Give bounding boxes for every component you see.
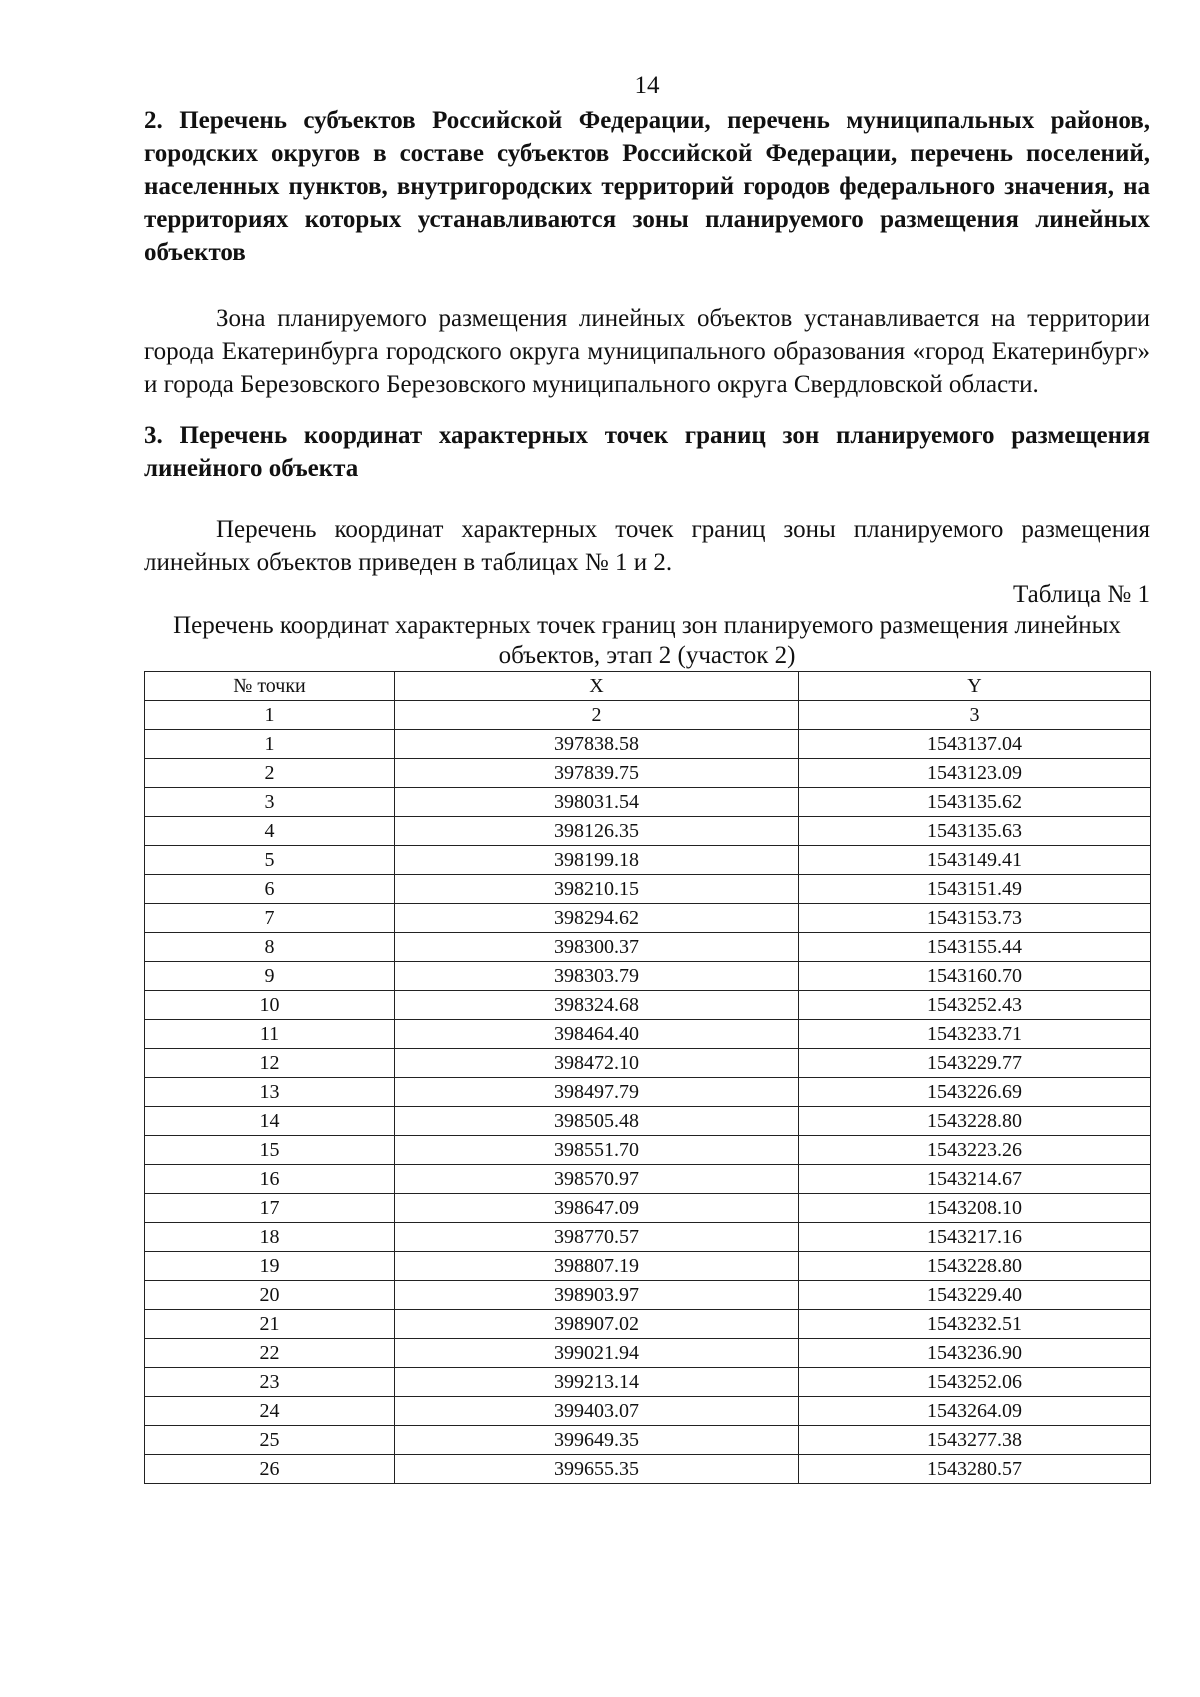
section-3-heading: 3. Перечень координат характерных точек границ зон планируемого размещения линейного объекта [144, 422, 1150, 482]
coordinates-table [144, 671, 1151, 1484]
cell-point-number: 20 [145, 1281, 395, 1310]
cell-x: 398031.54 [395, 788, 799, 817]
cell-x: 399213.14 [395, 1368, 799, 1397]
cell-x: 398570.97 [395, 1165, 799, 1194]
cell-x: 398126.35 [395, 817, 799, 846]
table-row [145, 1252, 1151, 1281]
column-number: 2 [395, 701, 799, 730]
cell-x: 398907.02 [395, 1310, 799, 1339]
table-caption: Перечень координат характерных точек границ зон планируемого размещения линейных объектов, этап 2 (участок 2) [173, 612, 1121, 669]
cell-x: 398210.15 [395, 875, 799, 904]
cell-point-number: 5 [145, 846, 395, 875]
cell-y: 1543252.06 [799, 1368, 1151, 1397]
cell-y: 1543228.80 [799, 1252, 1151, 1281]
cell-y: 1543135.63 [799, 817, 1151, 846]
section-2-heading: 2. Перечень субъектов Российской Федерации, перечень муниципальных районов, городских округов в составе субъектов Российской Федерации, перечень поселений, населенных пунктов, внутригородских территорий городов федерального значения, на территориях которых устанавливаются зоны планируемого размещения линейных объектов [144, 107, 1150, 266]
cell-point-number: 15 [145, 1136, 395, 1165]
page-number: 14 [634, 72, 660, 99]
table-row [145, 1426, 1151, 1455]
cell-x: 398294.62 [395, 904, 799, 933]
table-row [145, 1397, 1151, 1426]
table-row [145, 991, 1151, 1020]
cell-x: 398464.40 [395, 1020, 799, 1049]
table-row [145, 730, 1151, 759]
table-row [145, 1281, 1151, 1310]
table-row [145, 846, 1151, 875]
cell-y: 1543280.57 [799, 1455, 1151, 1484]
table-row [145, 962, 1151, 991]
cell-y: 1543214.67 [799, 1165, 1151, 1194]
cell-point-number: 21 [145, 1310, 395, 1339]
cell-x: 397838.58 [395, 730, 799, 759]
page-content [144, 70, 1150, 1484]
cell-x: 397839.75 [395, 759, 799, 788]
cell-y: 1543229.40 [799, 1281, 1151, 1310]
cell-point-number: 24 [145, 1397, 395, 1426]
cell-point-number: 22 [145, 1339, 395, 1368]
table-row [145, 817, 1151, 846]
cell-x: 398472.10 [395, 1049, 799, 1078]
cell-x: 399655.35 [395, 1455, 799, 1484]
cell-y: 1543135.62 [799, 788, 1151, 817]
cell-y: 1543264.09 [799, 1397, 1151, 1426]
table-row [145, 1136, 1151, 1165]
table-header-row [145, 672, 1151, 701]
cell-point-number: 1 [145, 730, 395, 759]
table-row [145, 1020, 1151, 1049]
cell-y: 1543151.49 [799, 875, 1151, 904]
cell-x: 399649.35 [395, 1426, 799, 1455]
table-row [145, 933, 1151, 962]
section-2-paragraph: Зона планируемого размещения линейных объектов устанавливается на территории города Екатеринбурга городского округа муниципального образования «город Екатеринбург» и города Березовского Березовского муниципального округа Свердловской области. [144, 305, 1150, 398]
cell-x: 398324.68 [395, 991, 799, 1020]
table-row [145, 1107, 1151, 1136]
table-row [145, 904, 1151, 933]
table-row [145, 1223, 1151, 1252]
cell-y: 1543226.69 [799, 1078, 1151, 1107]
cell-x: 398303.79 [395, 962, 799, 991]
table-column-number-row [145, 701, 1151, 730]
cell-x: 398770.57 [395, 1223, 799, 1252]
cell-point-number: 11 [145, 1020, 395, 1049]
cell-y: 1543217.16 [799, 1223, 1151, 1252]
cell-x: 398807.19 [395, 1252, 799, 1281]
table-row [145, 759, 1151, 788]
table-row [145, 1049, 1151, 1078]
cell-x: 398551.70 [395, 1136, 799, 1165]
cell-y: 1543252.43 [799, 991, 1151, 1020]
cell-point-number: 8 [145, 933, 395, 962]
cell-y: 1543236.90 [799, 1339, 1151, 1368]
cell-y: 1543160.70 [799, 962, 1151, 991]
cell-x: 398199.18 [395, 846, 799, 875]
table-row [145, 788, 1151, 817]
cell-point-number: 26 [145, 1455, 395, 1484]
cell-point-number: 23 [145, 1368, 395, 1397]
header-y: Y [799, 672, 1151, 701]
table-row [145, 1078, 1151, 1107]
cell-y: 1543232.51 [799, 1310, 1151, 1339]
cell-point-number: 3 [145, 788, 395, 817]
cell-point-number: 18 [145, 1223, 395, 1252]
cell-y: 1543223.26 [799, 1136, 1151, 1165]
cell-y: 1543149.41 [799, 846, 1151, 875]
cell-x: 398903.97 [395, 1281, 799, 1310]
cell-point-number: 19 [145, 1252, 395, 1281]
cell-point-number: 4 [145, 817, 395, 846]
cell-x: 399403.07 [395, 1397, 799, 1426]
table-row [145, 1339, 1151, 1368]
cell-y: 1543208.10 [799, 1194, 1151, 1223]
cell-point-number: 12 [145, 1049, 395, 1078]
table-row [145, 1194, 1151, 1223]
cell-point-number: 6 [145, 875, 395, 904]
table-row [145, 1368, 1151, 1397]
cell-point-number: 7 [145, 904, 395, 933]
cell-y: 1543137.04 [799, 730, 1151, 759]
column-number: 1 [145, 701, 395, 730]
cell-x: 398647.09 [395, 1194, 799, 1223]
cell-y: 1543153.73 [799, 904, 1151, 933]
cell-point-number: 9 [145, 962, 395, 991]
header-x: X [395, 672, 799, 701]
cell-y: 1543228.80 [799, 1107, 1151, 1136]
cell-y: 1543229.77 [799, 1049, 1151, 1078]
cell-point-number: 14 [145, 1107, 395, 1136]
table-row [145, 1455, 1151, 1484]
column-number: 3 [799, 701, 1151, 730]
cell-x: 398300.37 [395, 933, 799, 962]
cell-point-number: 2 [145, 759, 395, 788]
cell-point-number: 10 [145, 991, 395, 1020]
table-body [145, 730, 1151, 1484]
cell-point-number: 25 [145, 1426, 395, 1455]
header-point-number: № точки [145, 672, 395, 701]
table-label: Таблица № 1 [1012, 581, 1150, 608]
cell-x: 398505.48 [395, 1107, 799, 1136]
cell-y: 1543155.44 [799, 933, 1151, 962]
cell-point-number: 17 [145, 1194, 395, 1223]
cell-point-number: 16 [145, 1165, 395, 1194]
cell-y: 1543277.38 [799, 1426, 1151, 1455]
cell-x: 398497.79 [395, 1078, 799, 1107]
table-row [145, 1310, 1151, 1339]
table-row [145, 1165, 1151, 1194]
cell-y: 1543233.71 [799, 1020, 1151, 1049]
cell-y: 1543123.09 [799, 759, 1151, 788]
table-row [145, 875, 1151, 904]
cell-point-number: 13 [145, 1078, 395, 1107]
cell-x: 399021.94 [395, 1339, 799, 1368]
section-3-paragraph: Перечень координат характерных точек границ зоны планируемого размещения линейных объектов приведен в таблицах № 1 и 2. [144, 516, 1150, 576]
